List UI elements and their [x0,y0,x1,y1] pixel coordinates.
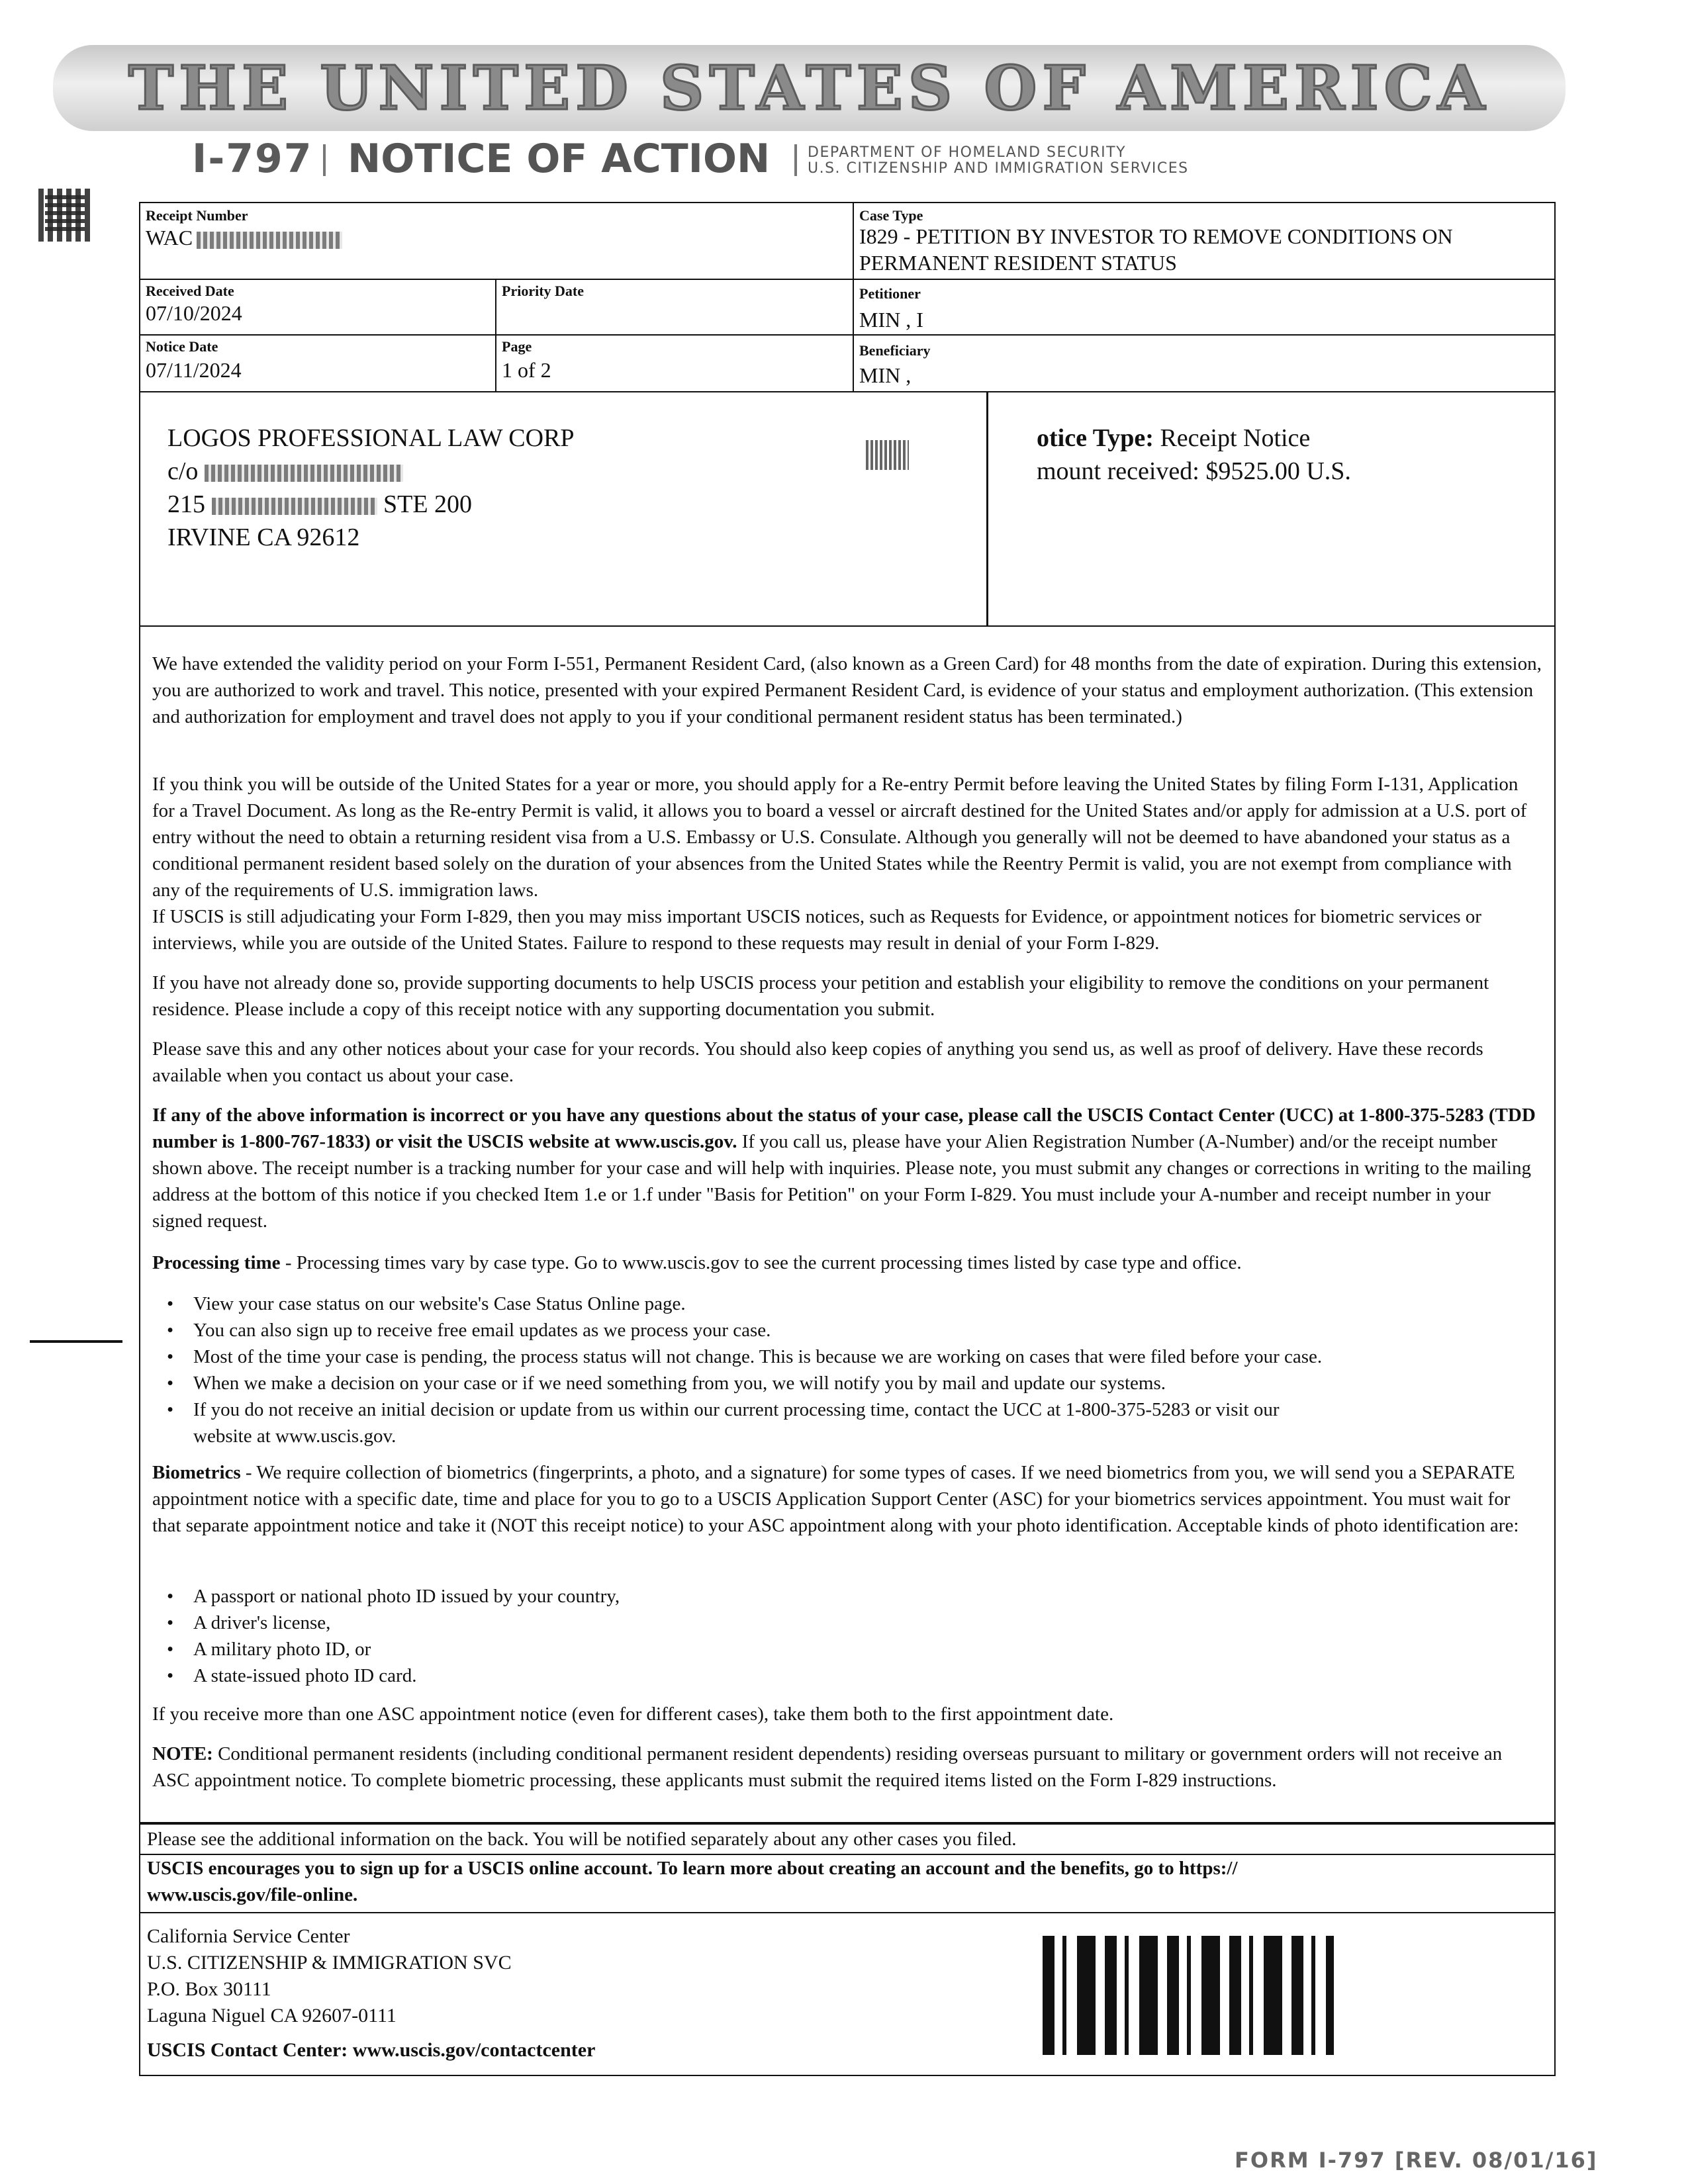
redaction [212,498,377,515]
address-divider [986,391,988,627]
form-id: I-797 [192,136,313,182]
page-cell [495,334,854,392]
list-item: • You can also sign up to receive free email updates as we process your case. [193,1317,771,1343]
receipt-number-label: Receipt Number [146,207,248,224]
receipt-number-cell [139,202,854,280]
center-line2: U.S. CITIZENSHIP & IMMIGRATION SVC [147,1952,512,1974]
paragraph-adjudicating: If USCIS is still adjudicating your Form I-829, then you may miss important USCIS notices, such as Requests for Evidence, or appointment notices for biometric services or interviews, while you are outside of the United States. Failure to respond to these requests may result in denial of your Form I-829. [152,906,1481,954]
list-item: • A military photo ID, or [193,1636,371,1662]
list-item: • View your case status on our website's Case Status Online page. [193,1291,686,1317]
list-item: • Most of the time your case is pending, the process status will not change. This is because we are working on cases that were filed before your case. [193,1343,1322,1370]
receipt-number: WAC [146,226,342,250]
see-back-text: Please see the additional information on the back. You will be notified separately about any other cases you filed. [147,1829,1017,1850]
case-type-line2: PERMANENT RESIDENT STATUS [859,251,1177,275]
received-date: 07/10/2024 [146,301,242,325]
paragraph-biometrics: Biometrics - We require collection of biometrics (fingerprints, a photo, and a signature) for some types of cases. If we need biometrics from you, we will send you a SEPARATE appointment notice with a specific date, time and place for you to go to a USCIS Application Support Center (ASC) for your biometrics services appointment. You must wait for that separate appointment notice and take it (NOT this receipt notice) to your ASC appointment along with your photo identification. Acceptable kinds of photo identification are: [152,1462,1519,1536]
title-separator [323,144,326,176]
online-line2: www.uscis.gov/file-online. [147,1884,358,1905]
case-type-line1: I829 - PETITION BY INVESTOR TO REMOVE CONDITIONS ON [859,224,1453,248]
paragraph-supporting-docs: If you have not already done so, provide supporting documents to help USCIS process your petition and establish your eligibility to remove the conditions on your permanent residence. Please include a copy of this receipt notice with any supporting documentation you submit. [152,972,1489,1020]
paragraph-extension: We have extended the validity period on your Form I-551, Permanent Resident Card, (also known as a Green Card) for 48 months from the date of expiration. During this extension, you are authorized to work and travel. This notice, presented with your expired Permanent Resident Card, is evidence of your status and employment authorization. (This extension and authorization for employment and travel does not apply to you if your conditional permanent resident status has been terminated.) [152,653,1542,727]
service-center-box [139,1912,1556,2076]
notice-date: 07/11/2024 [146,358,242,382]
online-account-box [139,1854,1556,1913]
paragraph-contact: If any of the above information is incorrect or you have any questions about the status of your case, please call the USCIS Contact Center (UCC) at 1-800-375-5283 (TDD number is 1-800-767-1833) or visit the USCIS website at www.uscis.gov. If you call us, please have your Alien Registration Number (A-Number) and/or the receipt number shown above. The receipt number is a tracking number for your case and will help with inquiries. Please note, you must submit any changes or corrections in writing to the mailing address at the bottom of this notice if you checked Item 1.e or 1.f under "Basis for Petition" on your Form I-829. You must include your A-number and receipt number in your signed request. [152,1105,1536,1232]
title-separator [794,144,797,176]
list-item-continuation: website at www.uscis.gov. [193,1426,397,1447]
qr-code-icon [38,189,91,242]
page-title: NOTICE OF ACTION [348,136,771,182]
notice-date-cell [139,334,496,392]
margin-mark [30,1340,122,1343]
page-number: 1 of 2 [502,358,551,382]
priority-date-label: Priority Date [502,283,584,299]
paragraph-reentry: If you think you will be outside of the United States for a year or more, you should apply for a Re-entry Permit before leaving the United States by filing Form I-131, Application for a Travel Document. As long as the Re-entry Permit is valid, it allows you to board a vessel or aircraft destined for the United States and/or apply for admission at a U.S. port of entry without the need to obtain a returning resident visa from a U.S. Embassy or U.S. Consulate. Although you generally will not be deemed to have abandoned your status as a conditional permanent resident based solely on the duration of your absences from the United States while the Reentry Permit is valid, you are not exempt from compliance with any of the requirements of U.S. immigration laws. [152,774,1527,901]
form-revision: FORM I-797 [REV. 08/01/16] [1235,2148,1598,2173]
paragraph-records: Please save this and any other notices about your case for your records. You should also keep copies of anything you send us, as well as proof of delivery. Have these records available when you contact us about your case. [152,1038,1483,1086]
list-item: • A driver's license, [193,1610,330,1636]
address-line2: c/o [167,457,403,486]
petitioner: MIN , I [859,308,923,332]
department-line2: U.S. CITIZENSHIP AND IMMIGRATION SERVICES [808,160,1189,177]
beneficiary: MIN , [859,363,912,387]
address-line4: IRVINE CA 92612 [167,523,360,551]
case-type-label: Case Type [859,207,923,224]
paragraph-processing-time: Processing time - Processing times vary by case type. Go to www.uscis.gov to see the current processing times listed by case type and office. [152,1252,1242,1273]
redaction [205,465,403,482]
notice-date-label: Notice Date [146,338,218,355]
department-line1: DEPARTMENT OF HOMELAND SECURITY [808,144,1127,161]
notice-type: otice Type: Receipt Notice [1037,424,1311,452]
paragraph-note: NOTE: Conditional permanent residents (including conditional permanent resident dependents) residing overseas pursuant to military or government orders will not receive an ASC appointment notice. To complete biometric processing, these applicants must submit the required items listed on the Form I-829 instructions. [152,1743,1503,1791]
case-type-cell [853,202,1556,280]
redaction [197,232,342,249]
address-line1: LOGOS PROFESSIONAL LAW CORP [167,424,575,452]
received-date-cell [139,279,496,336]
paragraph-asc: If you receive more than one ASC appointment notice (even for different cases), take them both to the first appointment date. [152,1704,1114,1725]
small-barcode-icon [866,440,909,470]
amount-received: mount received: $9525.00 U.S. [1037,457,1351,485]
beneficiary-label: Beneficiary [859,342,931,359]
list-item: • When we make a decision on your case or if we need something from you, we will notify you by mail and update our systems. [193,1370,1166,1396]
center-line1: California Service Center [147,1925,350,1947]
list-item: • A state-issued photo ID card. [193,1662,416,1689]
priority-date-cell [495,279,854,336]
petitioner-cell [853,279,1556,336]
received-date-label: Received Date [146,283,234,299]
list-item: • A passport or national photo ID issued by your country, [193,1583,620,1610]
page-label: Page [502,338,532,355]
online-line1: USCIS encourages you to sign up for a USCIS online account. To learn more about creating an account and the benefits, go to https:// [147,1858,1238,1879]
banner-text: THE UNITED STATES OF AMERICA [128,52,1491,124]
list-item: • If you do not receive an initial decision or update from us within our current processing time, contact the UCC at 1-800-375-5283 or visit our [193,1396,1280,1423]
banner [53,45,1566,131]
contact-center: USCIS Contact Center: www.uscis.gov/contactcenter [147,2039,596,2061]
petitioner-label: Petitioner [859,285,921,302]
see-back-box [139,1823,1556,1855]
center-line4: Laguna Niguel CA 92607-0111 [147,2005,397,2026]
beneficiary-cell [853,334,1556,392]
barcode-icon [1043,1936,1334,2055]
address-line3: 215 STE 200 [167,490,473,518]
center-line3: P.O. Box 30111 [147,1978,271,2000]
